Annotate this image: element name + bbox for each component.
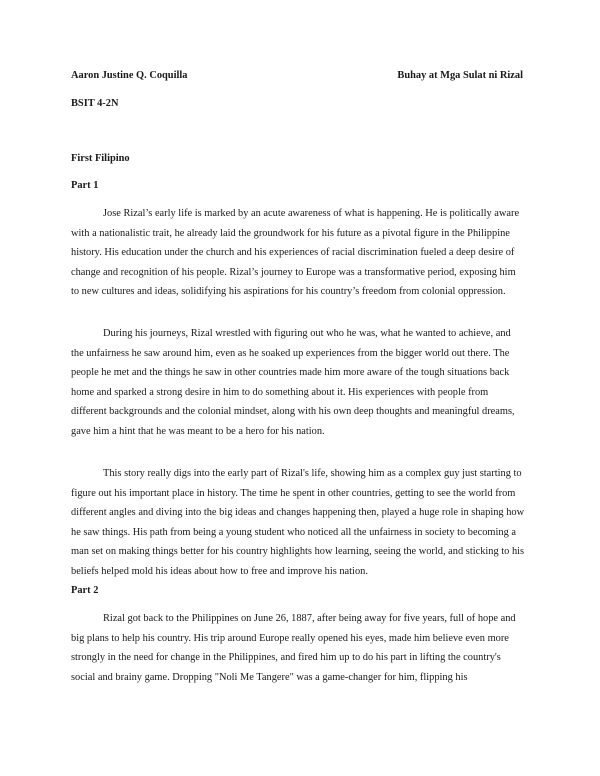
part-1-paragraph: During his journeys, Rizal wrestled with figuring out who he was, what he wanted to achieve, and the unfairness he saw around him, even as he soaked up experiences from the bigger world out there. The people he met and the things he saw in other countries made him more aware of the tough situations back home and sparked a strong desire in him to do something about it. His experiences with people from different backgrounds and the colonial mindset, along with his own deep thoughts and meaningful dreams, gave him a hint that he was meant to be a hero for his nation. bbox=[71, 328, 515, 437]
part-1-paragraph: This story really digs into the early part of Rizal's life, showing him as a complex guy just starting to figure out his important place in history. The time he spent in other countries, getting to see the world from different angles and diving into the big ideas and changes happening then, played a huge role in shaping how he saw things. His path from being a young student who noticed all the unfairness in society to becoming a man set on making things better for his country highlights how learning, seeing the world, and sticking to his beliefs helped mold his ideas about how to free and improve his nation. bbox=[71, 468, 525, 577]
course-title: Buhay at Mga Sulat ni Rizal bbox=[397, 70, 523, 81]
part-2-paragraph: Rizal got back to the Philippines on June 26, 1887, after being away for five years, full of hope and big plans to help his country. His trip around Europe really opened his eyes, made him believe even more strongly in the need for change in the Philippines, and fired him up to do his part in lifting the country's social and brainy game. Dropping "Noli Me Tangere" was a game-changer for him, flipping his bbox=[71, 613, 516, 683]
part-1-paragraph: Jose Rizal’s early life is marked by an acute awareness of what is happening. He is politically aware with a nationalistic trait, he already laid the groundwork for his future as a pivotal figure in the Philippine history. His education under the church and his experiences of racial discrimination fueled a deep desire of change and recognition of his people. Rizal’s journey to Europe was a transformative period, exposing him to new cultures and ideas, solidifying his aspirations for his country’s freedom from colonial oppression. bbox=[71, 208, 520, 297]
document-header bbox=[71, 70, 523, 81]
essay-title: First Filipino bbox=[71, 153, 130, 164]
section-code: BSIT 4-2N bbox=[71, 98, 119, 109]
part-2-heading: Part 2 bbox=[71, 585, 99, 596]
part-1-heading: Part 1 bbox=[71, 180, 99, 191]
author-name: Aaron Justine Q. Coquilla bbox=[71, 70, 188, 81]
